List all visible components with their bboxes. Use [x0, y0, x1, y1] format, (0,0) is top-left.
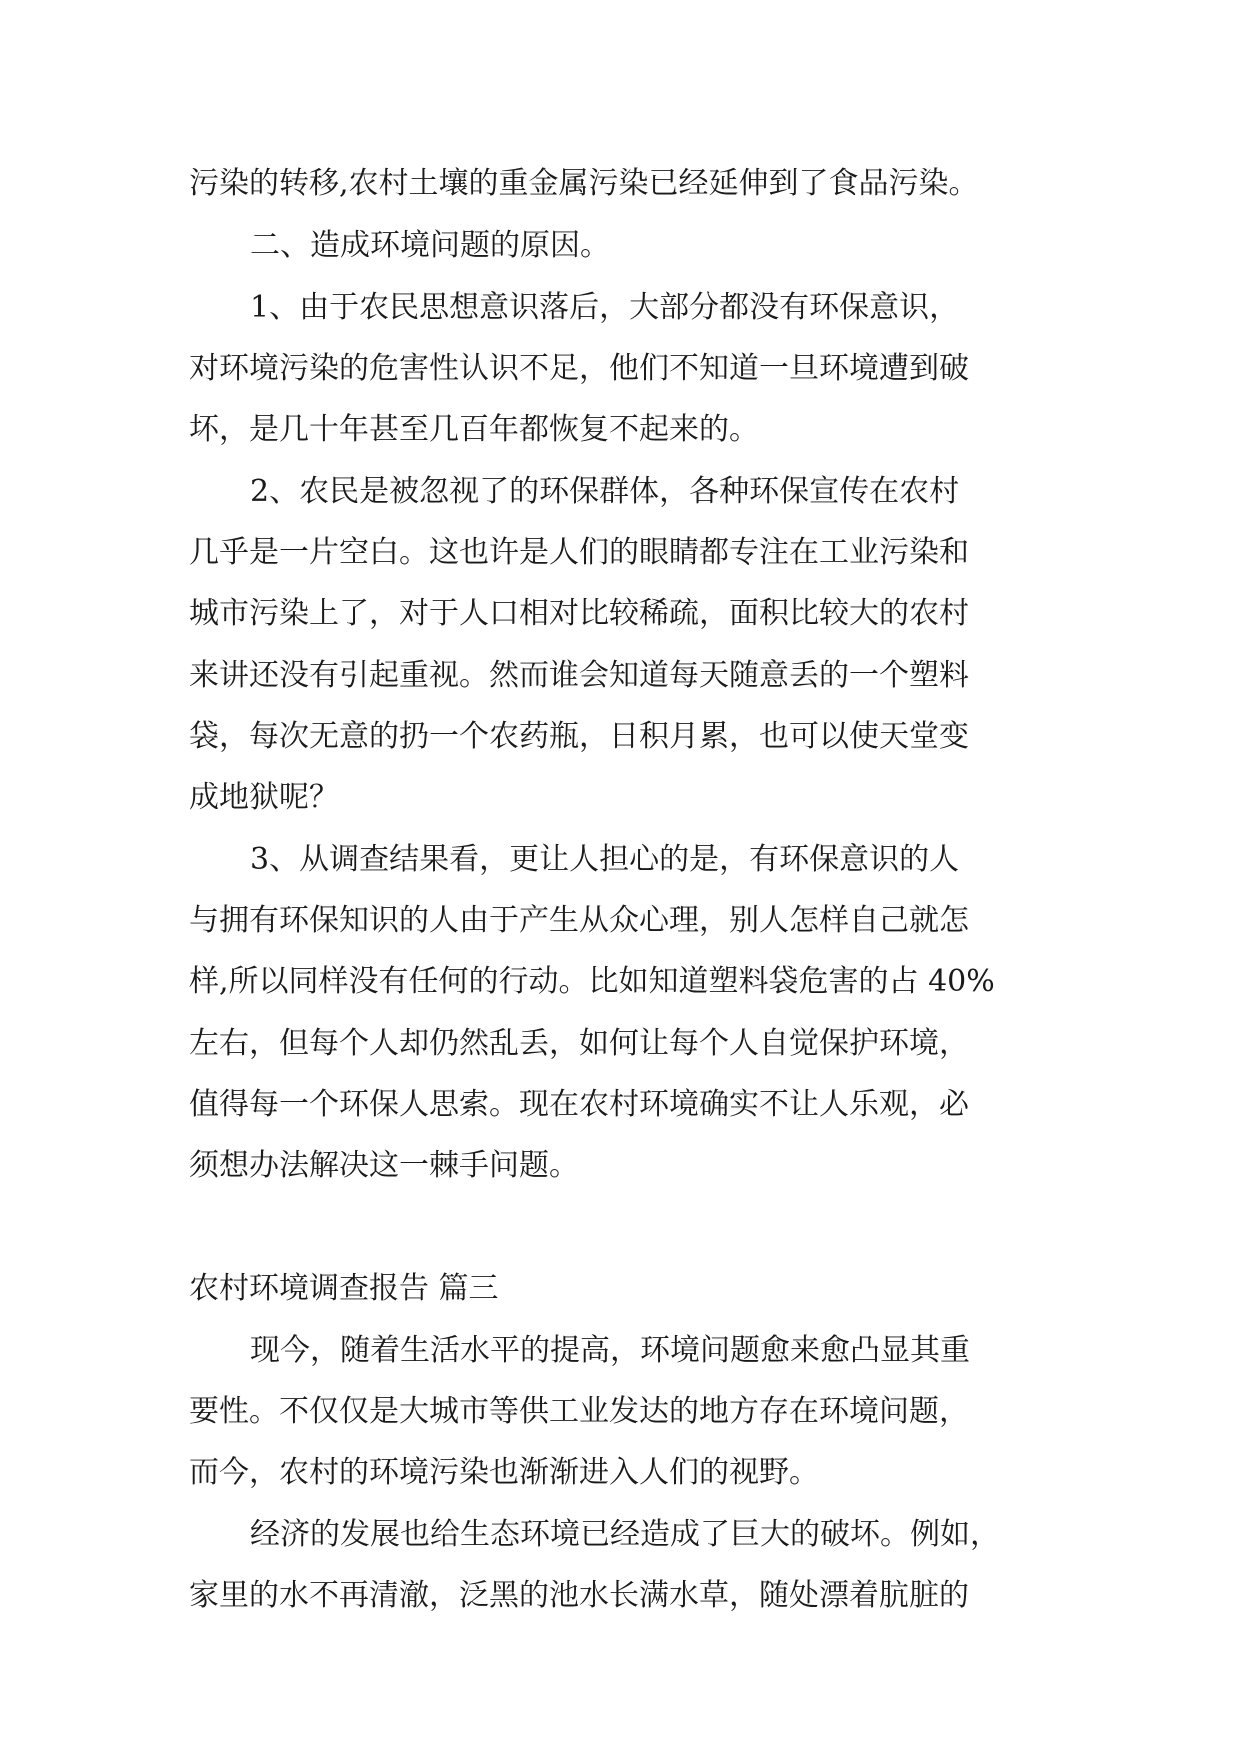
text-line: 样,所以同样没有任何的行动。比如知道塑料袋危害的占 40% [189, 964, 995, 999]
text-line: 成地狱呢？ [189, 780, 339, 815]
text-line: 家里的水不再清澈，泛黑的池水长满水草，随处漂着肮脏的 [189, 1578, 969, 1613]
text-line: 左右，但每个人却仍然乱丢，如何让每个人自觉保护环境， [189, 1026, 969, 1061]
text-line: 1、由于农民思想意识落后，大部分都没有环保意识， [250, 290, 960, 325]
text-line: 2、农民是被忽视了的环保群体，各种环保宣传在农村 [250, 474, 960, 509]
text-line: 现今，随着生活水平的提高，环境问题愈来愈凸显其重 [250, 1333, 970, 1368]
text-line: 袋，每次无意的扔一个农药瓶，日积月累，也可以使天堂变 [189, 719, 969, 754]
text-line: 污染的转移,农村土壤的重金属污染已经延伸到了食品污染。 [189, 166, 979, 201]
text-line: 经济的发展也给生态环境已经造成了巨大的破坏。例如， [250, 1517, 1000, 1552]
text-line: 坏，是几十年甚至几百年都恢复不起来的。 [189, 412, 759, 447]
text-line: 城市污染上了，对于人口相对比较稀疏，面积比较大的农村 [189, 596, 969, 631]
text-line: 值得每一个环保人思索。现在农村环境确实不让人乐观，必 [189, 1087, 969, 1122]
text-line: 而今，农村的环境污染也渐渐进入人们的视野。 [189, 1455, 819, 1490]
text-line: 几乎是一片空白。这也许是人们的眼睛都专注在工业污染和 [189, 535, 969, 570]
section-heading: 二、造成环境问题的原因。 [250, 228, 610, 263]
text-line: 来讲还没有引起重视。然而谁会知道每天随意丢的一个塑料 [189, 658, 969, 693]
text-line: 要性。不仅仅是大城市等供工业发达的地方存在环境问题， [189, 1394, 969, 1429]
text-line: 须想办法解决这一棘手问题。 [189, 1148, 579, 1183]
article-title: 农村环境调查报告 篇三 [189, 1271, 499, 1306]
text-line: 3、从调查结果看，更让人担心的是，有环保意识的人 [250, 842, 960, 877]
text-line: 与拥有环保知识的人由于产生从众心理，别人怎样自己就怎 [189, 903, 969, 938]
text-line: 对环境污染的危害性认识不足，他们不知道一旦环境遭到破 [189, 351, 969, 386]
